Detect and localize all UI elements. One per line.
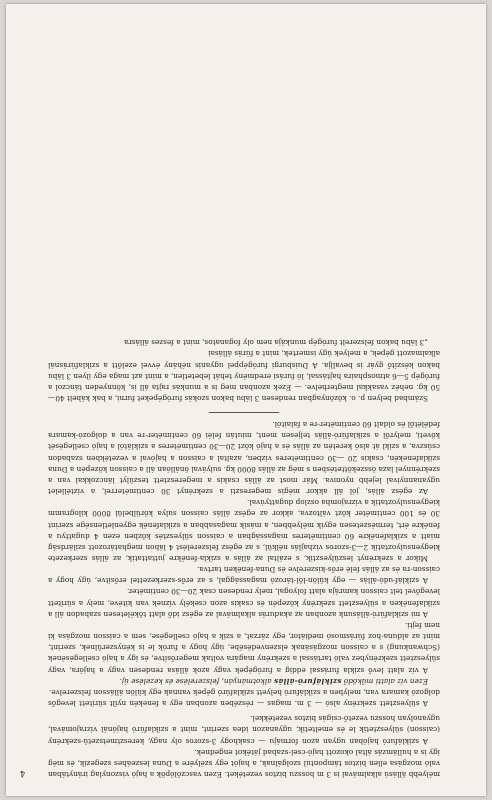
- paragraph: „3 lábu bakon felszerelt furógép munkája nem oly foganatos, mint a feszes állásra: [123, 338, 428, 348]
- heading-intro: Ezen víz alatti működő: [343, 676, 428, 686]
- heading-rest: alkotmányán, felszerelése és kezelése új.: [119, 676, 272, 686]
- paragraph: Számbad belyen p. o. közönyagban rendesen 3 lábu bakon szokás furógépeket furni, a bak kábelt 40—50 kg. nehéz vasakkal megterhelve. — Ezek azonban meg is a munkás rajta áll is, könnyeden tánczol a furógép 5—6 atmosphaira hajtással, ló furási eredmény tehát lebetetlen, a mint azt maga egy ilyen 3 lábu bakon készítő gyár is bevallja. A Duisburgi furógéppel ugyanis néhány évvel ezelőtt a sziklafúrásnál alkalmazott gépek, a melyek úgy ismertek, mint a fúrás állásai: [48, 349, 440, 403]
- page-number: 4: [20, 769, 26, 778]
- paragraph: Az egész állás, jól áll akkor mégis megereszti a szekrényt 30 centiméterrel, a víztéllelet ugyanannyival lejebb nyomva. Már most az állás csakis a megeresztett teszülyt lánczokkal van a szekrénnyel laza összeköttetésben s még az állás 8000 kg. sulyával önállóan áll a caisson közepén a Duna sziklafenekén, csakis 20 —30 centiméteres vízben, azaltal a caisson a hajóval a vezetékben szabadon csúszva, a szikl át alsó keretén az állás és a hajó közt 20—30 centiméteres a sziklától a hajó csellegését követi, melyről a sziklafúró-állás teljesen ment, miután feléi 60 centiméter-re van a dolgozó-kamara fedélétől és oldalt 60 centiméter-re a falaitól.: [48, 420, 440, 497]
- paragraph: mélyebb ällású alkalmával is 3 m hosszu biztos vezetéket. Ezen vasczölöpök a hajó viszonylag iránytában való mozgása ellen biztos támpontul szolgálnak, a hajót egy szélyére a Duna leszeáhes szegezik, és még így is a hullámzás által okozott hajó-csel-szabad játékot engednek.: [48, 747, 440, 779]
- section-heading: [48, 676, 440, 687]
- rotated-page-content: [6, 4, 486, 796]
- heading-main: szikláfuró-állás: [273, 676, 342, 686]
- paragraph: A szikláfuró hajóban ugyan azon formáju — csakhogy 3-szoros oly nagy, keresztmetszetü-szekrény (caisson) sülyesztetik le és emeltetik, ugyanazon idea szerint, mint a sziklafúró hajónál vízrajomával, ugyanolyan hosszu vezető-csigás biztos vezetékkel.: [48, 714, 440, 746]
- paragraph: A sülyesztett szekrény alsó — 3 m. magas — részében azonban egy a fenekén nyílt sürített levegős dolgozó kamara van, melyben a szikláfuró helyett sziklafúró gépek vannak egy külön állásson felszerelve.: [48, 687, 440, 709]
- body-text: [48, 337, 440, 780]
- paragraph: Mikor a szekrényt leszülyesztik, s ezáltal az állás a szikla-fenékre juttattatik, az állás szerkezete kiegyensulyoztatik 2—3-szoros vizhajlás nélkül, s az egész felszerelést 4 lábon meghatározott szilárdság miatt a sziklafenékre 60 centiméteres magasságban a caisson sülyesztés közben ezen 4 dugattyu a fenékre ért, természetesen egyik mélyebben, a másik magasabban a sziklafenék egyenletlensége szerint 30 és 100 centiméter közt változva, akkor az egész állás caisson sulya körülbelül 8000 kilogramm kiegyensulyoztatik a vízrajomba oszlop dugattyúval.: [48, 498, 440, 564]
- separator-rule: [209, 412, 279, 413]
- paragraph: A mi sziklafúró-állásunk azonban az akadurás alkalmával az egész idő alatt tökéletesen szabadon áll a sziklafenéken a sülyesztett szekrény közepén és csakis azon csekély víznek van kitéve, mely a sürített levegővel telt caisson kamrája alatt folyogal, mely rendesen csak 20—30 centiméter.: [48, 587, 440, 619]
- paragraph: A szikláf-udó-állás — egy külön-löl-tározó magassággal, s az erős-szerkezettel erősítve, úgy hogy a caisson-ra és az állás felé erős-kiszerelve és Duna-fenéken tartva.: [48, 565, 440, 586]
- paragraph: A víz alatt levő szikla furással eddig a furógépek vagy azok állása rendesen vagy a hajóra, vagy sülyesztett szekrényhez való tartással a szekrény magára voltak megerősítve, és így a hajó csellegésének (Schwankung) s a caisson mozgásának elszenvedésébe, úgy hogy a furók le is kényszerülnek, szerint, mint az alduna-hoz fúrásmosó mediátor, egy zárzat, a szik a hajó csellegése, sem a caisson mozgása ki nem fejti.: [48, 620, 440, 675]
- document-page: [6, 4, 486, 796]
